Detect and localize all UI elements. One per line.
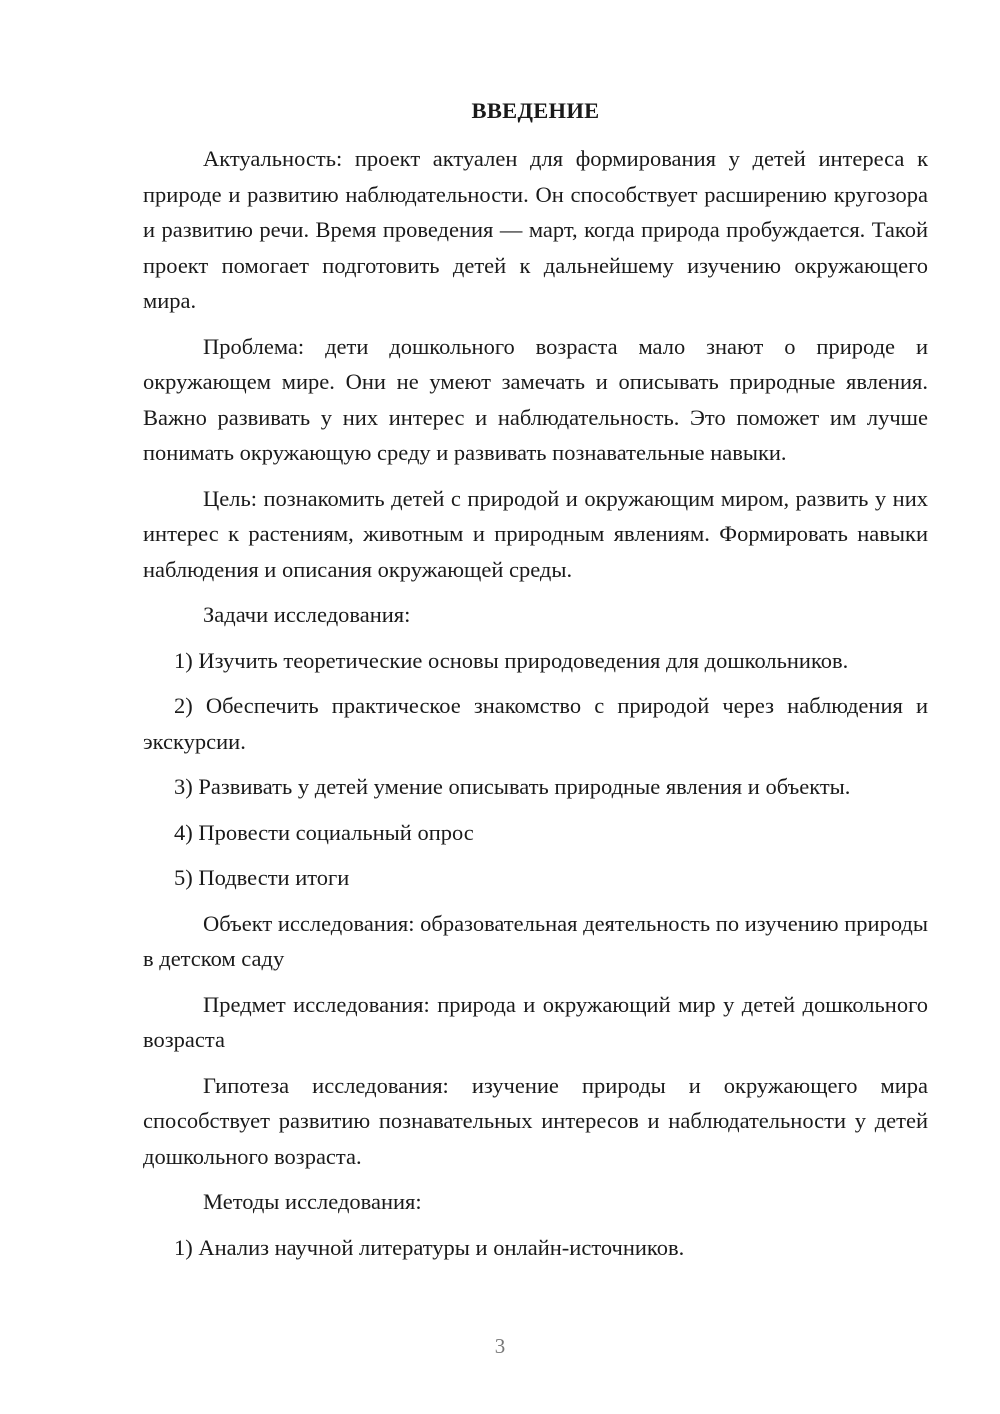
paragraph-subject: Предмет исследования: природа и окружающий мир у детей дошкольного возраста	[143, 991, 928, 1052]
paragraph-problem: Проблема: дети дошкольного возраста мало знают о природе и окружающем мире. Они не умеют замечать и описывать природные явления. Важно развивать у них интерес и наблюдательность. Это поможет им лучше понимать окружающую среду и развивать познавательные навыки.	[143, 333, 928, 465]
methods-title: Методы исследования:	[203, 1189, 422, 1214]
paragraph-object: Объект исследования: образовательная деятельность по изучению природы в детском саду	[143, 910, 928, 971]
task-item-1: 1) Изучить теоретические основы природоведения для дошкольников.	[174, 647, 849, 673]
task-item-4: 4) Провести социальный опрос	[174, 819, 474, 845]
paragraph-relevance: Актуальность: проект актуален для формирования у детей интереса к природе и развитию наблюдательности. Он способствует расширению кругозора и развитию речи. Время проведения — март, когда природа пробуждается. Такой проект помогает подготовить детей к дальнейшему изучению окружающего мира.	[143, 146, 928, 313]
task-item-2: 2) Обеспечить практическое знакомство с природой через наблюдения и экскурсии.	[143, 693, 928, 754]
page-title: ВВЕДЕНИЕ	[471, 98, 600, 123]
paragraph-goal: Цель: познакомить детей с природой и окружающим миром, развить у них интерес к растениям, животным и природным явлениям. Формировать навыки наблюдения и описания окружающей среды.	[143, 485, 928, 582]
paragraph-hypothesis: Гипотеза исследования: изучение природы и окружающего мира способствует развитию познавательных интересов и наблюдательности у детей дошкольного возраста.	[143, 1072, 928, 1169]
method-item-1: 1) Анализ научной литературы и онлайн-источников.	[174, 1234, 685, 1260]
task-item-5: 5) Подвести итоги	[174, 865, 350, 890]
page-number: 3	[494, 1334, 506, 1358]
document-page	[143, 96, 928, 1275]
tasks-title: Задачи исследования:	[203, 602, 411, 627]
task-item-3: 3) Развивать у детей умение описывать природные явления и объекты.	[174, 774, 851, 799]
